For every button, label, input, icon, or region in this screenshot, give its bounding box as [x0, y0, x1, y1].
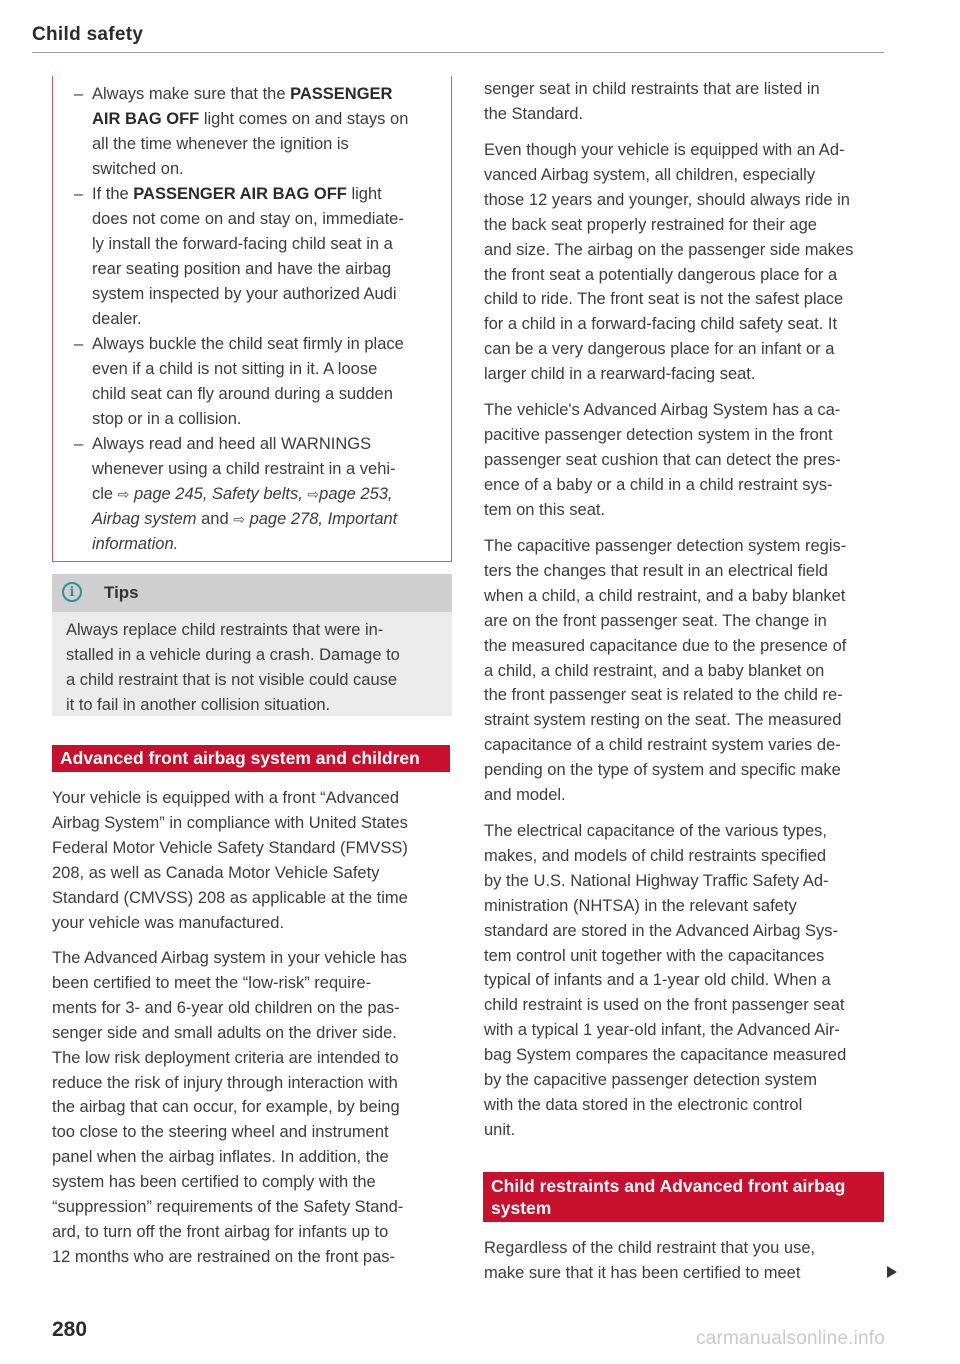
header-divider — [32, 52, 884, 53]
page-link[interactable]: page 278, Important — [249, 510, 398, 528]
page-link[interactable]: page 245, Safety belts, — [134, 485, 303, 503]
paragraph: Regardless of the child restraint that you use, make sure that it has been certified to meet — [484, 1239, 816, 1282]
dash-bullet: – — [74, 335, 84, 353]
watermark: carmanualsonline.info — [696, 1328, 886, 1349]
tips-text: Always replace child restraints that were in- stalled in a vehicle during a crash. Damage to a child restraint that is not visible could cause it to fail in another collision situation. — [66, 621, 400, 714]
tips-title: Tips — [104, 583, 139, 602]
warning-item: – Always buckle the child seat firmly in place even if a child is not sitting in it. A loose child seat can fly around during a sudden stop or in a collision. — [62, 332, 442, 432]
dash-bullet: – — [74, 85, 84, 103]
tips-header — [52, 574, 452, 612]
paragraph: The Advanced Airbag system in your vehicle has been certified to meet the “low-risk” require- ments for 3- and 6-year old children on the pas- senger side and small adults on the driver side. The low risk deployment criteria are intended to reduce the risk of injury through interaction with the airbag that can occur, for example, by being too close to the steering wheel and instrument panel when the airbag inflates. In addition, the system has been certified to comply with the “suppression” requirements of the Safety Stand- ard, to turn off the front airbag for infants up to 12 months who are restrained on the front pas- — [52, 949, 407, 1266]
section-heading-child-restraints: Child restraints and Advanced front airbag system — [483, 1172, 884, 1222]
warning-list — [62, 82, 442, 557]
page-ref-arrow-icon: ⇨ — [307, 486, 320, 502]
paragraph: Your vehicle is equipped with a front “Advanced Airbag System” in compliance with United States Federal Motor Vehicle Safety Standard (FMVSS) 208, as well as Canada Motor Vehicle Safety Standard (CMVSS) 208 as applicable at the time your vehicle was manufactured. — [52, 789, 408, 932]
page-number: 280 — [52, 1318, 88, 1341]
info-icon: i — [62, 582, 82, 602]
page-link[interactable]: Airbag system — [92, 510, 197, 528]
warning-item: – Always make sure that the PASSENGER AIR BAG OFF light comes on and stays on all the time whenever the ignition is switched on. — [62, 82, 442, 182]
paragraph: The capacitive passenger detection system regis- ters the changes that result in an electrical field when a child, a child restraint, and a baby blanket are on the front passenger seat. The change in the measured capacitance due to the presence of a child, a child restraint, and a baby blanket on the front passenger seat is related to the child re- straint system resting on the seat. The measured capacitance of a child restraint system varies de- pending on the type of system and specific make and model. — [484, 537, 847, 805]
section-header-title: Child safety — [32, 24, 144, 45]
tips-box — [52, 574, 452, 716]
paragraph: Even though your vehicle is equipped with an Ad- vanced Airbag system, all children, especially those 12 years and younger, should always ride in the back seat properly restrained for their age and size. The airbag on the passenger side makes the front seat a potentially dangerous place for a child to ride. The front seat is not the safest place for a child in a forward-facing child safety seat. It can be a very dangerous place for an infant or a larger child in a rearward-facing seat. — [484, 141, 854, 384]
warning-item: – If the PASSENGER AIR BAG OFF light does not come on and stay on, immediate- ly install the forward-facing child seat in a rear seating position and have the airbag system inspected by your authorized Audi dealer. — [62, 182, 442, 332]
paragraph: senger seat in child restraints that are listed in the Standard. — [484, 80, 820, 123]
dash-bullet: – — [74, 435, 84, 453]
warning-item: – Always read and heed all WARNINGS whenever using a child restraint in a vehi- cle ⇨ page 245, Safety belts, ⇨page 253, Airbag system and ⇨ page 278, Important information. — [62, 432, 442, 557]
page-link[interactable]: page 253, — [319, 485, 393, 503]
section-heading-advanced-airbag: Advanced front airbag system and children — [52, 745, 450, 772]
page-link[interactable]: information. — [92, 535, 179, 553]
paragraph: The vehicle's Advanced Airbag System has a ca- pacitive passenger detection system in the front passenger seat cushion that can detect the pres- ence of a baby or a child in a child restraint sys- tem on this seat. — [484, 401, 841, 519]
paragraph: The electrical capacitance of the various types, makes, and models of child restraints specified by the U.S. National Highway Traffic Safety Ad- ministration (NHTSA) in the relevant safety standard are stored in the Advanced Airbag Sys- tem control unit together with the capacitances typical of infants and a 1-year old child. When a child restraint is used on the front passenger seat with a typical 1 year-old infant, the Advanced Air- bag System compares the capacitance measured by the capacitive passenger detection system with the data stored in the electronic control unit. — [484, 822, 847, 1139]
continue-arrow-icon — [887, 1266, 897, 1278]
page-ref-arrow-icon: ⇨ — [233, 511, 245, 527]
page-ref-arrow-icon: ⇨ — [117, 486, 130, 502]
dash-bullet: – — [74, 185, 84, 203]
